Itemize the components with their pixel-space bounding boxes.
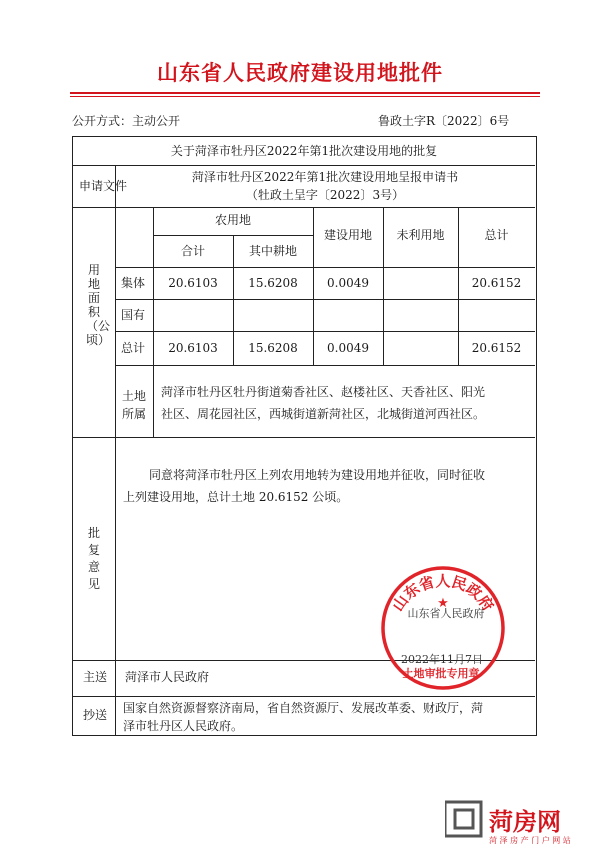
seal-ring-text: 山东省人民政府 bbox=[388, 572, 498, 615]
area-label: 用地面积（公顷） bbox=[86, 263, 111, 347]
official-seal bbox=[378, 563, 508, 693]
logo-inner-icon bbox=[455, 810, 473, 828]
send-value: 菏泽市人民政府 bbox=[125, 670, 210, 684]
header-construction: 建设用地 bbox=[323, 228, 372, 242]
document-number: 鲁政土字R〔2022〕6号 bbox=[378, 114, 510, 128]
location-line-2: 社区、周花园社区，西城街道新菏社区，北城街道河西社区。 bbox=[161, 407, 486, 421]
seal-star-icon: ★ bbox=[437, 596, 449, 611]
subject-heading: 关于菏泽市牡丹区2022年第1批次建设用地的批复 bbox=[170, 144, 438, 158]
title-rule-bottom bbox=[70, 96, 540, 97]
row-label-collective: 集体 bbox=[121, 276, 146, 290]
row-label-state: 国有 bbox=[121, 308, 146, 322]
approval-line-2: 上列建设用地，总计土地 20.6152 公顷。 bbox=[123, 490, 349, 504]
header-unused: 未利用地 bbox=[396, 228, 445, 242]
row-label-total: 总计 bbox=[121, 341, 146, 355]
seal-center-text: 山东省人民政府 bbox=[407, 607, 485, 620]
cell-total-total: 20.6152 bbox=[471, 341, 522, 355]
location-label: 土地所属 bbox=[122, 389, 147, 421]
application-line-2: （牡政土呈字〔2022〕3号） bbox=[245, 188, 405, 202]
header-arable: 其中耕地 bbox=[248, 244, 297, 258]
logo-subtitle: 菏 泽 房 产 门 户 网 站 bbox=[489, 836, 571, 845]
approval-line-1: 同意将菏泽市牡丹区上列农用地转为建设用地并征收，同时征收 bbox=[149, 468, 486, 482]
cell-total-arable: 15.6208 bbox=[248, 341, 298, 355]
cell-collective-construction: 0.0049 bbox=[327, 276, 369, 290]
logo-frame-icon bbox=[445, 802, 481, 836]
cell-total-construction: 0.0049 bbox=[327, 341, 369, 355]
seal-bottom-text: 土地审批专用章 bbox=[402, 667, 480, 680]
application-label: 申请文件 bbox=[79, 179, 128, 193]
seal-date: 2022年11月7日 bbox=[401, 653, 483, 666]
title-rule-top bbox=[70, 92, 540, 94]
header-subtotal: 合计 bbox=[180, 244, 205, 258]
cell-collective-subtotal: 20.6103 bbox=[168, 276, 218, 290]
document-title: 山东省人民政府建设用地批件 bbox=[157, 61, 443, 85]
disclosure-mode: 公开方式：主动公开 bbox=[72, 114, 181, 128]
logo-text: 菏房网 bbox=[489, 808, 561, 836]
cc-line-1: 国家自然资源督察济南局，省自然资源厅、发展改革委、财政厅，菏 bbox=[123, 701, 484, 715]
cell-collective-total: 20.6152 bbox=[471, 276, 522, 290]
header-total: 总计 bbox=[484, 228, 509, 242]
send-label: 主送 bbox=[83, 670, 108, 684]
cell-collective-arable: 15.6208 bbox=[248, 276, 298, 290]
cc-label: 抄送 bbox=[83, 708, 108, 722]
approval-label: 批复意见 bbox=[87, 526, 100, 591]
location-line-1: 菏泽市牡丹区牡丹街道菊香社区、赵楼社区、天香社区、阳光 bbox=[161, 385, 486, 399]
header-farmland: 农用地 bbox=[214, 213, 251, 227]
cell-total-subtotal: 20.6103 bbox=[168, 341, 218, 355]
cc-line-2: 泽市牡丹区人民政府。 bbox=[123, 719, 244, 733]
application-line-1: 菏泽市牡丹区2022年第1批次建设用地呈报申请书 bbox=[191, 170, 459, 184]
watermark-logo bbox=[445, 800, 595, 849]
